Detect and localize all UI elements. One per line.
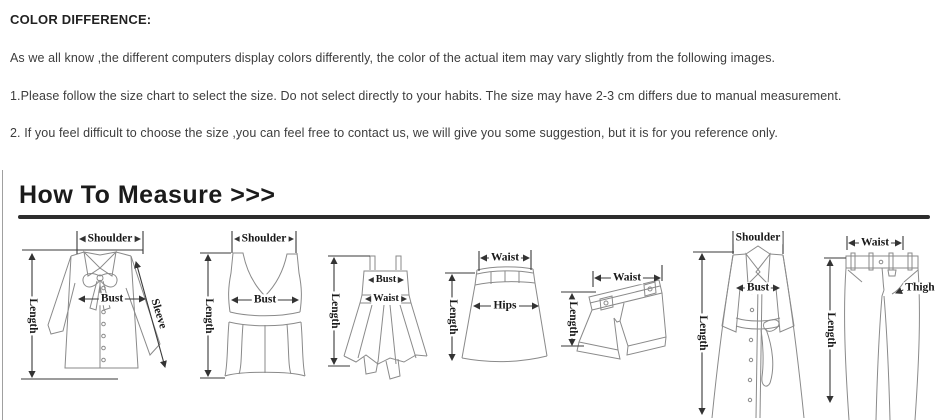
length-label: Length — [446, 299, 459, 335]
sleeve-label: Sleeve — [147, 296, 168, 333]
measure-section-heading: How To Measure >>> — [19, 181, 276, 209]
section-left-border — [2, 170, 3, 420]
diagram-skirt — [443, 248, 553, 378]
notice-paragraph: 1.Please follow the size chart to select the size. Do not select directly to your habits. The size may have 2-3 cm differs due to manual measurement. — [10, 89, 842, 103]
dress-drawing — [326, 248, 441, 383]
diagram-shorts — [556, 245, 674, 375]
waist-label: Waist — [373, 292, 399, 304]
waist-label: Waist — [490, 251, 520, 264]
length-label: Length — [26, 298, 39, 334]
shoulder-label: Shoulder — [735, 231, 781, 244]
length-label: Length — [328, 293, 341, 329]
diagram-dress — [326, 248, 441, 383]
skirt-drawing — [443, 248, 553, 378]
length-label: Length — [824, 312, 837, 348]
notice-paragraph: As we all know ,the different computers display colors differently, the color of the actual item may vary slightly from the following images. — [10, 51, 776, 65]
waist-label: Waist — [612, 271, 642, 284]
thigh-label: Thigh — [905, 281, 935, 294]
hips-label: Hips — [493, 299, 517, 312]
page-title: COLOR DIFFERENCE: — [10, 12, 152, 27]
bust-label: Bust — [746, 281, 770, 294]
shoulder-label: Shoulder — [241, 232, 287, 245]
diagram-blouse — [18, 228, 188, 420]
length-label: Length — [202, 298, 215, 334]
notice-paragraph: 2. If you feel difficult to choose the size ,you can feel free to contact us, we will give you some suggestion, but it is for you reference only. — [10, 126, 778, 140]
length-label: Length — [566, 301, 579, 337]
pants-drawing — [822, 232, 935, 420]
bust-label: Bust — [253, 293, 277, 306]
waist-label: Waist — [860, 236, 890, 249]
heading-divider — [18, 215, 930, 219]
diagram-tank-top — [195, 228, 315, 420]
bust-label: Bust — [375, 273, 397, 285]
diagram-pants — [822, 232, 935, 420]
diagram-coat — [688, 228, 813, 420]
length-label: Length — [696, 315, 709, 351]
shoulder-label: Shoulder — [87, 232, 133, 245]
bust-label: Bust — [100, 292, 124, 305]
